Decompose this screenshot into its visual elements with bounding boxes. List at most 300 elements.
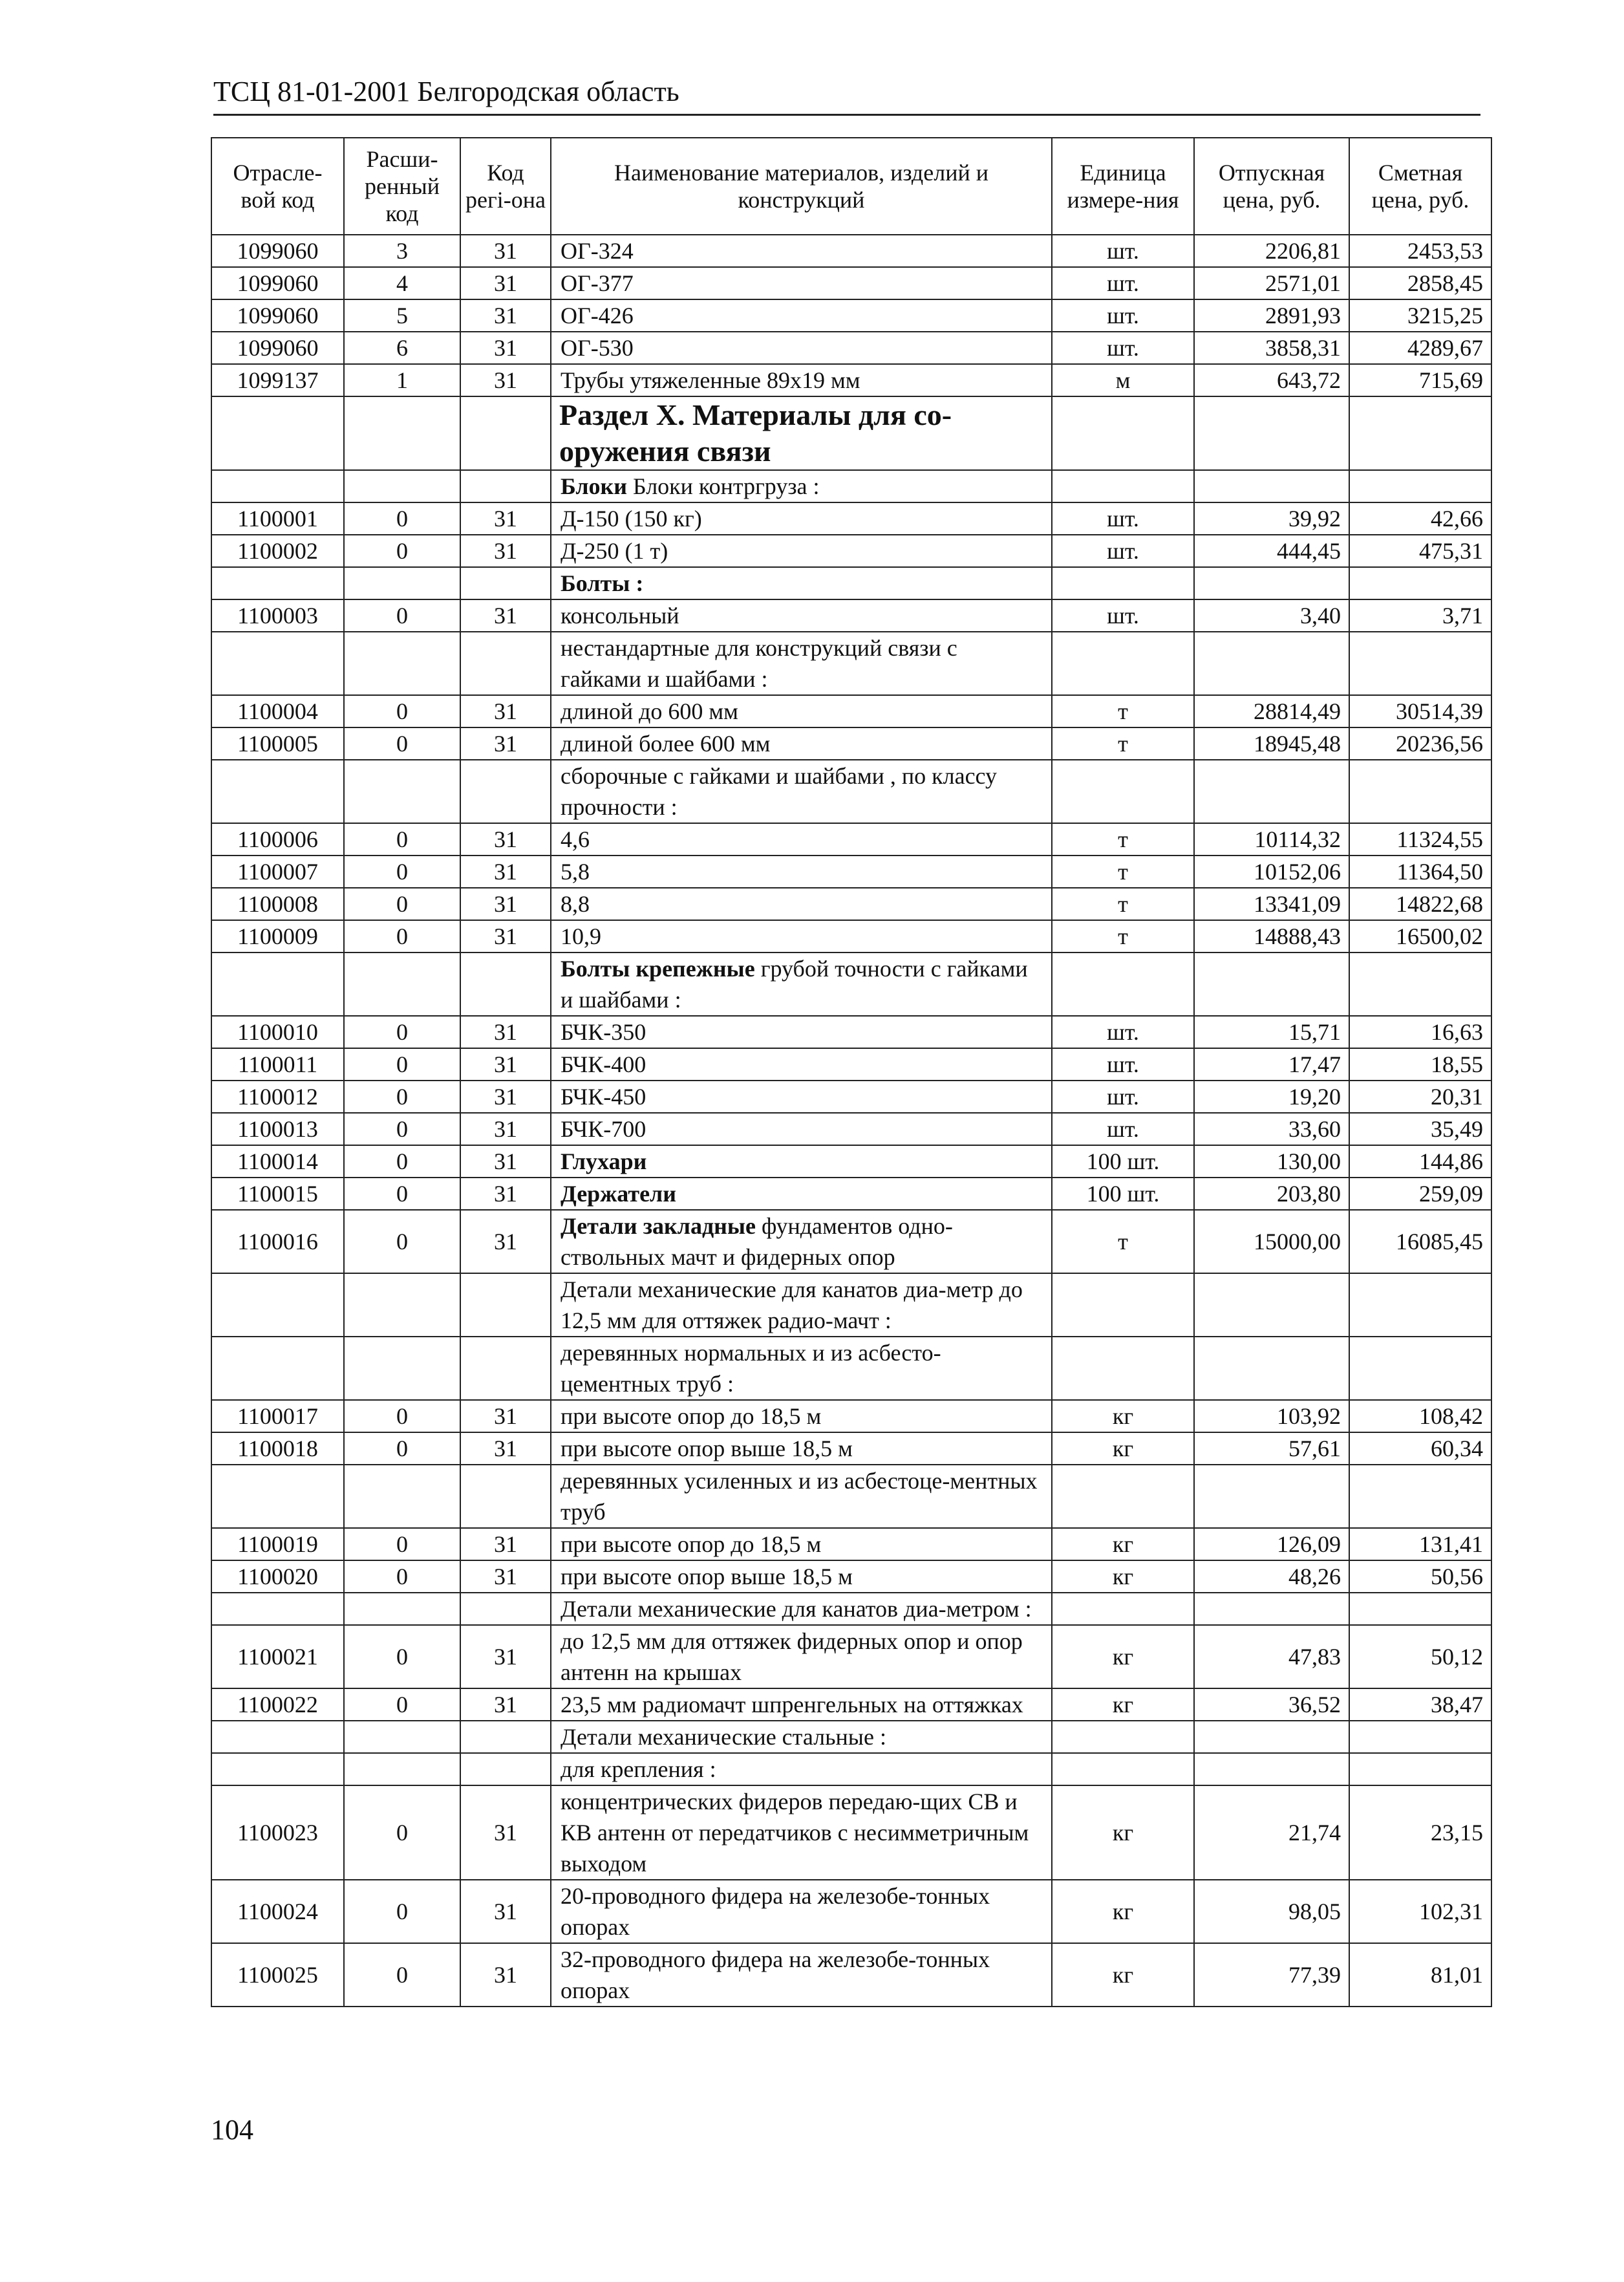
- group-heading-row: [211, 1593, 1491, 1625]
- cell-code: 1100014: [211, 1145, 344, 1178]
- cell-unit: кг: [1052, 1432, 1194, 1465]
- cell-estimate-price: 715,69: [1349, 364, 1491, 396]
- group-heading-row: [211, 567, 1491, 599]
- page-number: 104: [211, 2114, 253, 2146]
- group-heading-row: [211, 1753, 1491, 1785]
- cell-name: ОГ-530: [551, 332, 1052, 364]
- cell-release-price: 19,20: [1194, 1081, 1349, 1113]
- cell-ext: [344, 760, 460, 823]
- cell-code: 1100006: [211, 823, 344, 856]
- cell-estimate-price: 35,49: [1349, 1113, 1491, 1145]
- group-heading-row: [211, 760, 1491, 823]
- group-heading: сборочные с гайками и шайбами , по классу прочности :: [551, 760, 1052, 823]
- table-row: [211, 364, 1491, 396]
- group-heading-bold: Болты крепежные: [561, 956, 755, 982]
- cell-unit: [1052, 1465, 1194, 1528]
- cell-unit: [1052, 470, 1194, 502]
- cell-code: [211, 567, 344, 599]
- cell-release-price: 21,74: [1194, 1785, 1349, 1880]
- cell-name: 10,9: [551, 920, 1052, 953]
- cell-name-bold: Детали закладные: [561, 1213, 756, 1239]
- cell-ext: 0: [344, 1178, 460, 1210]
- cell-release-price: 28814,49: [1194, 695, 1349, 727]
- cell-estimate-price: 144,86: [1349, 1145, 1491, 1178]
- cell-region: 31: [460, 1113, 551, 1145]
- cell-name: 23,5 мм радиомачт шпренгельных на оттяжках: [551, 1688, 1052, 1721]
- cell-estimate-price: 23,15: [1349, 1785, 1491, 1880]
- group-heading: Детали механические для канатов диа-метром :: [551, 1593, 1052, 1625]
- cell-release-price: 13341,09: [1194, 888, 1349, 920]
- cell-code: 1099060: [211, 235, 344, 267]
- table-row: [211, 823, 1491, 856]
- cell-name: концентрических фидеров передаю-щих СВ и КВ антенн от передатчиков с несимметричным выходом: [551, 1785, 1052, 1880]
- cell-name: консольный: [551, 599, 1052, 632]
- table-row: [211, 502, 1491, 535]
- cell-unit: т: [1052, 727, 1194, 760]
- cell-release-price: [1194, 567, 1349, 599]
- cell-unit: т: [1052, 920, 1194, 953]
- cell-unit: кг: [1052, 1400, 1194, 1432]
- cell-unit: м: [1052, 364, 1194, 396]
- cell-ext: [344, 632, 460, 695]
- cell-unit: шт.: [1052, 235, 1194, 267]
- cell-code: [211, 1337, 344, 1400]
- cell-release-price: 33,60: [1194, 1113, 1349, 1145]
- cell-name: Д-250 (1 т): [551, 535, 1052, 567]
- cell-unit: [1052, 567, 1194, 599]
- cell-region: [460, 1721, 551, 1753]
- cell-region: 31: [460, 695, 551, 727]
- cell-unit: шт.: [1052, 1016, 1194, 1048]
- cell-unit: [1052, 396, 1194, 470]
- table-row: [211, 1145, 1491, 1178]
- cell-estimate-price: 81,01: [1349, 1943, 1491, 2007]
- cell-unit: т: [1052, 856, 1194, 888]
- cell-name: БЧК-400: [551, 1048, 1052, 1081]
- cell-release-price: 17,47: [1194, 1048, 1349, 1081]
- cell-ext: 0: [344, 695, 460, 727]
- cell-ext: 1: [344, 364, 460, 396]
- cell-code: 1100005: [211, 727, 344, 760]
- group-heading: Болты :: [551, 567, 1052, 599]
- group-heading-row: [211, 632, 1491, 695]
- cell-estimate-price: [1349, 396, 1491, 470]
- cell-estimate-price: 38,47: [1349, 1688, 1491, 1721]
- cell-code: 1100021: [211, 1625, 344, 1688]
- table-row: [211, 299, 1491, 332]
- cell-ext: 0: [344, 823, 460, 856]
- cell-name: Держатели: [551, 1178, 1052, 1210]
- cell-estimate-price: 16,63: [1349, 1016, 1491, 1048]
- cell-region: [460, 1753, 551, 1785]
- cell-release-price: 444,45: [1194, 535, 1349, 567]
- group-heading-row: [211, 1337, 1491, 1400]
- table-row: [211, 1943, 1491, 2007]
- table-row: [211, 920, 1491, 953]
- cell-estimate-price: 60,34: [1349, 1432, 1491, 1465]
- table-row: [211, 1625, 1491, 1688]
- cell-unit: шт.: [1052, 267, 1194, 299]
- cell-estimate-price: [1349, 953, 1491, 1016]
- col-header-code: Отрасле-вой код: [211, 138, 344, 235]
- cell-ext: [344, 396, 460, 470]
- cell-unit: шт.: [1052, 1081, 1194, 1113]
- cell-code: [211, 1753, 344, 1785]
- cell-estimate-price: [1349, 1753, 1491, 1785]
- cell-code: [211, 1593, 344, 1625]
- table-row: [211, 1400, 1491, 1432]
- cell-unit: [1052, 632, 1194, 695]
- cell-unit: т: [1052, 888, 1194, 920]
- cell-release-price: 2206,81: [1194, 235, 1349, 267]
- cell-estimate-price: 16085,45: [1349, 1210, 1491, 1273]
- cell-code: 1099060: [211, 299, 344, 332]
- cell-unit: шт.: [1052, 502, 1194, 535]
- cell-name: до 12,5 мм для оттяжек фидерных опор и опор антенн на крышах: [551, 1625, 1052, 1688]
- group-heading: [551, 953, 1052, 1016]
- cell-ext: 0: [344, 1145, 460, 1178]
- cell-unit: кг: [1052, 1560, 1194, 1593]
- cell-estimate-price: 50,56: [1349, 1560, 1491, 1593]
- cell-ext: 0: [344, 502, 460, 535]
- group-heading-bold: Блоки: [561, 473, 628, 499]
- cell-region: [460, 1273, 551, 1337]
- cell-estimate-price: 102,31: [1349, 1880, 1491, 1943]
- cell-region: 31: [460, 1145, 551, 1178]
- cell-code: 1100012: [211, 1081, 344, 1113]
- cell-ext: [344, 1337, 460, 1400]
- cell-unit: [1052, 1337, 1194, 1400]
- cell-name: длиной до 600 мм: [551, 695, 1052, 727]
- cell-region: [460, 760, 551, 823]
- cell-code: [211, 470, 344, 502]
- cell-name: 8,8: [551, 888, 1052, 920]
- cell-unit: т: [1052, 823, 1194, 856]
- cell-region: 31: [460, 823, 551, 856]
- cell-estimate-price: 11324,55: [1349, 823, 1491, 856]
- cell-ext: [344, 1273, 460, 1337]
- table-row: [211, 1528, 1491, 1560]
- cell-code: [211, 953, 344, 1016]
- cell-code: 1100019: [211, 1528, 344, 1560]
- table-header-row: [211, 138, 1491, 235]
- cell-estimate-price: 30514,39: [1349, 695, 1491, 727]
- cell-release-price: [1194, 760, 1349, 823]
- section-row: [211, 396, 1491, 470]
- cell-ext: 6: [344, 332, 460, 364]
- cell-ext: [344, 567, 460, 599]
- cell-code: 1100013: [211, 1113, 344, 1145]
- group-heading: нестандартные для конструкций связи с гайками и шайбами :: [551, 632, 1052, 695]
- cell-release-price: 643,72: [1194, 364, 1349, 396]
- cell-ext: 0: [344, 1528, 460, 1560]
- table-row: [211, 1688, 1491, 1721]
- cell-code: 1100002: [211, 535, 344, 567]
- cell-name: 5,8: [551, 856, 1052, 888]
- cell-unit: т: [1052, 1210, 1194, 1273]
- group-heading: для крепления :: [551, 1753, 1052, 1785]
- cell-estimate-price: 475,31: [1349, 535, 1491, 567]
- cell-name: Глухари: [551, 1145, 1052, 1178]
- cell-code: 1100003: [211, 599, 344, 632]
- cell-estimate-price: [1349, 1337, 1491, 1400]
- cell-release-price: [1194, 1593, 1349, 1625]
- cell-estimate-price: 14822,68: [1349, 888, 1491, 920]
- cell-estimate-price: 50,12: [1349, 1625, 1491, 1688]
- cell-code: 1100008: [211, 888, 344, 920]
- cell-unit: [1052, 1721, 1194, 1753]
- cell-region: [460, 632, 551, 695]
- cell-name: Д-150 (150 кг): [551, 502, 1052, 535]
- cell-release-price: 3858,31: [1194, 332, 1349, 364]
- cell-release-price: 98,05: [1194, 1880, 1349, 1943]
- cell-code: 1100018: [211, 1432, 344, 1465]
- cell-release-price: [1194, 470, 1349, 502]
- cell-estimate-price: 2453,53: [1349, 235, 1491, 267]
- cell-region: 31: [460, 856, 551, 888]
- cell-name: БЧК-350: [551, 1016, 1052, 1048]
- cell-release-price: 130,00: [1194, 1145, 1349, 1178]
- cell-release-price: [1194, 953, 1349, 1016]
- cell-unit: кг: [1052, 1880, 1194, 1943]
- cell-code: 1100011: [211, 1048, 344, 1081]
- col-header-ext: Расши-ренный код: [344, 138, 460, 235]
- table-row: [211, 1048, 1491, 1081]
- cell-estimate-price: 16500,02: [1349, 920, 1491, 953]
- group-heading: Детали механические стальные :: [551, 1721, 1052, 1753]
- cell-region: 31: [460, 364, 551, 396]
- cell-region: 31: [460, 1688, 551, 1721]
- cell-release-price: 2891,93: [1194, 299, 1349, 332]
- cell-estimate-price: 131,41: [1349, 1528, 1491, 1560]
- cell-release-price: 77,39: [1194, 1943, 1349, 2007]
- cell-ext: [344, 1753, 460, 1785]
- table-row: [211, 235, 1491, 267]
- col-header-name: Наименование материалов, изделий и конструкций: [551, 138, 1052, 235]
- cell-unit: кг: [1052, 1688, 1194, 1721]
- cell-ext: 0: [344, 1688, 460, 1721]
- cell-release-price: 103,92: [1194, 1400, 1349, 1432]
- cell-code: 1100017: [211, 1400, 344, 1432]
- cell-region: 31: [460, 1178, 551, 1210]
- table-row: [211, 535, 1491, 567]
- cell-region: 31: [460, 1625, 551, 1688]
- cell-estimate-price: [1349, 1721, 1491, 1753]
- cell-code: 1100024: [211, 1880, 344, 1943]
- cell-unit: кг: [1052, 1625, 1194, 1688]
- cell-region: [460, 1593, 551, 1625]
- cell-region: [460, 396, 551, 470]
- cell-code: [211, 396, 344, 470]
- table-row: [211, 856, 1491, 888]
- cell-code: 1100001: [211, 502, 344, 535]
- cell-estimate-price: 259,09: [1349, 1178, 1491, 1210]
- cell-ext: 0: [344, 1210, 460, 1273]
- cell-region: 31: [460, 1048, 551, 1081]
- cell-name: 20-проводного фидера на железобе-тонных опорах: [551, 1880, 1052, 1943]
- cell-code: 1100020: [211, 1560, 344, 1593]
- cell-name: Трубы утяжеленные 89х19 мм: [551, 364, 1052, 396]
- cell-release-price: 57,61: [1194, 1432, 1349, 1465]
- cell-estimate-price: [1349, 1273, 1491, 1337]
- cell-name: при высоте опор выше 18,5 м: [551, 1432, 1052, 1465]
- cell-ext: [344, 953, 460, 1016]
- cell-region: 31: [460, 1400, 551, 1432]
- cell-code: 1099060: [211, 332, 344, 364]
- page-header: ТСЦ 81-01-2001 Белгородская область: [213, 72, 1480, 116]
- cell-code: 1100004: [211, 695, 344, 727]
- cell-ext: 0: [344, 1560, 460, 1593]
- cell-code: 1100007: [211, 856, 344, 888]
- table-row: [211, 1178, 1491, 1210]
- cell-name: [551, 1210, 1052, 1273]
- cell-release-price: 10114,32: [1194, 823, 1349, 856]
- cell-region: 31: [460, 727, 551, 760]
- table-row: [211, 888, 1491, 920]
- cell-ext: 3: [344, 235, 460, 267]
- section-title: Раздел X. Материалы для со-оружения связи: [551, 396, 1052, 470]
- cell-region: 31: [460, 888, 551, 920]
- cell-ext: 0: [344, 1113, 460, 1145]
- cell-release-price: 126,09: [1194, 1528, 1349, 1560]
- cell-release-price: 48,26: [1194, 1560, 1349, 1593]
- cell-ext: [344, 1465, 460, 1528]
- cell-ext: 5: [344, 299, 460, 332]
- cell-estimate-price: 4289,67: [1349, 332, 1491, 364]
- group-heading-row: [211, 470, 1491, 502]
- cell-release-price: 2571,01: [1194, 267, 1349, 299]
- cell-release-price: 15,71: [1194, 1016, 1349, 1048]
- cell-region: 31: [460, 1528, 551, 1560]
- cell-estimate-price: [1349, 1465, 1491, 1528]
- table-row: [211, 1016, 1491, 1048]
- cell-estimate-price: [1349, 470, 1491, 502]
- cell-ext: 0: [344, 535, 460, 567]
- cell-code: 1100010: [211, 1016, 344, 1048]
- cell-name: при высоте опор до 18,5 м: [551, 1528, 1052, 1560]
- cell-ext: 0: [344, 1081, 460, 1113]
- cell-unit: шт.: [1052, 1048, 1194, 1081]
- cell-ext: 0: [344, 1880, 460, 1943]
- cell-code: 1100025: [211, 1943, 344, 2007]
- cell-release-price: 3,40: [1194, 599, 1349, 632]
- group-heading-text: грубой точности с гайками и шайбами :: [561, 956, 1028, 1013]
- cell-release-price: [1194, 1273, 1349, 1337]
- cell-unit: 100 шт.: [1052, 1145, 1194, 1178]
- group-heading-row: [211, 953, 1491, 1016]
- cell-region: 31: [460, 299, 551, 332]
- cell-name: ОГ-324: [551, 235, 1052, 267]
- cell-release-price: [1194, 1753, 1349, 1785]
- group-heading: [551, 470, 1052, 502]
- cell-release-price: [1194, 632, 1349, 695]
- cell-name-text: фундаментов одно-ствольных мачт и фидерных опор: [561, 1213, 953, 1270]
- cell-release-price: 18945,48: [1194, 727, 1349, 760]
- cell-estimate-price: 20236,56: [1349, 727, 1491, 760]
- cell-release-price: 47,83: [1194, 1625, 1349, 1688]
- cell-region: [460, 1337, 551, 1400]
- group-heading: деревянных нормальных и из асбесто-цементных труб :: [551, 1337, 1052, 1400]
- cell-unit: шт.: [1052, 535, 1194, 567]
- cell-unit: 100 шт.: [1052, 1178, 1194, 1210]
- cell-code: [211, 1273, 344, 1337]
- cell-ext: [344, 1721, 460, 1753]
- cell-region: [460, 470, 551, 502]
- table-row: [211, 1210, 1491, 1273]
- cell-name: БЧК-450: [551, 1081, 1052, 1113]
- cell-estimate-price: [1349, 567, 1491, 599]
- cell-code: 1099137: [211, 364, 344, 396]
- table-row: [211, 695, 1491, 727]
- group-heading-row: [211, 1465, 1491, 1528]
- cell-code: [211, 632, 344, 695]
- cell-unit: кг: [1052, 1785, 1194, 1880]
- cell-release-price: [1194, 1337, 1349, 1400]
- group-heading: деревянных усиленных и из асбестоце-ментных труб: [551, 1465, 1052, 1528]
- cell-estimate-price: 18,55: [1349, 1048, 1491, 1081]
- table-row: [211, 1432, 1491, 1465]
- price-table: [211, 137, 1492, 2007]
- cell-estimate-price: 2858,45: [1349, 267, 1491, 299]
- cell-release-price: [1194, 1721, 1349, 1753]
- table-row: [211, 1785, 1491, 1880]
- cell-region: 31: [460, 267, 551, 299]
- cell-ext: 0: [344, 599, 460, 632]
- cell-unit: шт.: [1052, 599, 1194, 632]
- cell-region: 31: [460, 1785, 551, 1880]
- cell-estimate-price: 108,42: [1349, 1400, 1491, 1432]
- cell-release-price: 36,52: [1194, 1688, 1349, 1721]
- cell-region: 31: [460, 1943, 551, 2007]
- cell-ext: 0: [344, 1048, 460, 1081]
- cell-region: 31: [460, 332, 551, 364]
- cell-region: 31: [460, 535, 551, 567]
- cell-ext: 0: [344, 1016, 460, 1048]
- cell-region: [460, 1465, 551, 1528]
- cell-code: 1100016: [211, 1210, 344, 1273]
- cell-region: 31: [460, 502, 551, 535]
- cell-name: при высоте опор выше 18,5 м: [551, 1560, 1052, 1593]
- cell-code: 1100023: [211, 1785, 344, 1880]
- cell-name: ОГ-377: [551, 267, 1052, 299]
- cell-ext: 0: [344, 856, 460, 888]
- cell-ext: 0: [344, 1432, 460, 1465]
- cell-code: [211, 760, 344, 823]
- cell-region: [460, 953, 551, 1016]
- cell-ext: 0: [344, 1943, 460, 2007]
- cell-code: 1099060: [211, 267, 344, 299]
- cell-name: ОГ-426: [551, 299, 1052, 332]
- cell-region: 31: [460, 235, 551, 267]
- table-row: [211, 1880, 1491, 1943]
- cell-unit: [1052, 1753, 1194, 1785]
- cell-region: 31: [460, 1016, 551, 1048]
- table-row: [211, 1081, 1491, 1113]
- group-heading-text: Блоки контргруза :: [633, 473, 820, 499]
- cell-unit: т: [1052, 695, 1194, 727]
- cell-code: 1100022: [211, 1688, 344, 1721]
- group-heading: Детали механические для канатов диа-метр до 12,5 мм для оттяжек радио-мачт :: [551, 1273, 1052, 1337]
- cell-ext: 0: [344, 1625, 460, 1688]
- group-heading-row: [211, 1273, 1491, 1337]
- cell-release-price: 10152,06: [1194, 856, 1349, 888]
- table-row: [211, 267, 1491, 299]
- cell-estimate-price: [1349, 1593, 1491, 1625]
- cell-ext: 0: [344, 727, 460, 760]
- cell-estimate-price: [1349, 632, 1491, 695]
- cell-release-price: 203,80: [1194, 1178, 1349, 1210]
- col-header-release-price: Отпускная цена, руб.: [1194, 138, 1349, 235]
